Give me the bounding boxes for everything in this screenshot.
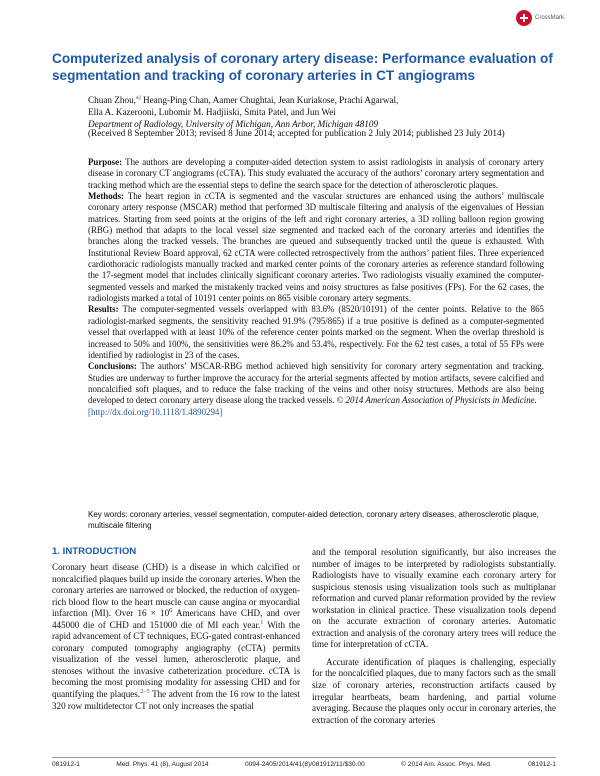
author-line-2: Ella A. Kazerooni, Lubomir M. Hadjiiski, Smita Patel, and Jun Wei xyxy=(88,107,336,118)
footer-page-id: 081912-1 xyxy=(52,761,80,768)
page-footer xyxy=(52,757,556,768)
footer-page-id-right: 081912-1 xyxy=(528,761,556,768)
abstract-purpose: Purpose: The authors are developing a computer-aided detection system to assist radiologists in analysis of coronary artery disease in coronary CT angiograms (cCTA). This study evaluated the accuracy of the authors’ coronary artery segmentation and tracking method which are the essential steps to define the search space for the detection of atherosclerotic plaques. xyxy=(88,157,544,190)
author-footnote-mark[interactable]: a) xyxy=(135,95,141,101)
right-column xyxy=(312,547,556,726)
abstract-conclusions: Conclusions: The authors’ MSCAR-RBG method achieved high sensitivity for coronary artery segmentation and tracking. Studies are underway to further improve the accuracy for the arterial segments affected by motion artifacts, severe calcified and noncalcified soft plaques, and to reduce the false tracking of the veins and other noisy structures. Methods are also being developed to detect coronary artery disease along the tracked vessels. © 2014 American Association of Physicists in Medicine. [http://dx.doi.org/10.1118/1.4890294] xyxy=(88,361,544,417)
footer-issn: 0094-2405/2014/41(8)/081912/11/$30.00 xyxy=(244,761,365,768)
doi-link[interactable]: [http://dx.doi.org/10.1118/1.4890294] xyxy=(88,406,223,417)
author-line-1: Chuan Zhou,$^{a)}$ Heang-Ping Chan, Aamer Chughtai, Jean Kuriakose, Prachi Agarwal, xyxy=(88,95,399,106)
author-block xyxy=(88,92,560,130)
affiliation: Department of Radiology, University of Michigan, Ann Arbor, Michigan 48109 xyxy=(88,119,379,130)
received-dates: (Received 8 September 2013; revised 8 June 2014; accepted for publication 2 July 2014; published 23 July 2014) xyxy=(88,128,505,138)
abstract-results: Results: The computer-segmented vessels overlapped with 83.6% (8520/10191) of the center points. Relative to the 865 radiologist-marked segments, the sensitivity reached 91.9% (795/865) if a true positive is defined as a computer-segmented vessel that overlapped with at least 10% of the reference center points marked on the segment. When the overlap threshold is increased to 50% and 100%, the sensitivities were 86.2% and 53.4%, respectively. For the 62 test cases, a total of 55 FPs were identified by radiologist in 23 of the cases. xyxy=(88,304,544,360)
footer-journal: Med. Phys. 41 (8), August 2014 xyxy=(116,761,209,768)
crossmark-label: CrossMark xyxy=(534,15,564,21)
copyright-notice: © 2014 American Association of Physicists in Medicine. xyxy=(336,395,537,406)
abstract-methods: Methods: The heart region in cCTA is segmented and the vascular structures are enhanced using the authors’ multiscale coronary artery response (MSCAR) method that performed 3D multiscale filtering and analysis of the eigenvalues of Hessian matrices. Starting from seed points at the origins of the left and right coronary arteries, a 3D rolling balloon region growing (RBG) method that adapts to the local vessel size segmented and tracked each of the coronary arteries and identifies the branches along the tracked vessels. The branches are queued and subsequently tracked until the queue is exhausted. With Institutional Review Board approval, 62 cCTA were collected retrospectively from the authors’ patient files. Three experienced cardiothoracic radiologists manually tracked and marked center points of the coronary arteries as reference standard following the 17-segment model that includes clinically significant coronary arteries. Two radiologists visually examined the computer-segmented vessels and marked the mistakenly tracked veins and noisy structures as false positives (FPs). For the 62 cases, the radiologists marked a total of 10191 center points on 865 visible coronary artery segments. xyxy=(88,191,544,304)
intro-paragraph-2: and the temporal resolution significantly, but also increases the number of images to be interpreted by radiologists substantially. Radiologists have to visually examine each coronary artery for suspicious stenosis using visualization tools such as multiplanar reformation and curved planar reformation provided by the review workstation in clinical practice. These visualization tools depend on the accurate extraction of coronary arteries. Automatic extraction and analysis of the coronary artery trees will reduce the time for interpretation of cCTA. xyxy=(312,547,556,650)
crossmark-badge[interactable] xyxy=(516,10,564,26)
paper-title: Computerized analysis of coronary artery disease: Performance evaluation of segmentation and tracking of coronary arteries in CT angiograms xyxy=(52,51,553,83)
section-heading-introduction: 1. INTRODUCTION xyxy=(52,546,137,557)
reference-link[interactable]: 2–5 xyxy=(140,687,150,695)
footer-copyright: © 2014 Am. Assoc. Phys. Med. xyxy=(401,761,492,768)
crossmark-icon xyxy=(516,10,532,26)
intro-paragraph-1: Coronary heart disease (CHD) is a disease in which calcified or noncalcified plaques build up inside the coronary arteries. When the coronary arteries are narrowed or blocked, the reduction of oxygen-rich blood flow to the heart muscle can cause angina or myocardial infarction (MI). Over $16 \times 10^6$ Americans have CHD, and over 445000 die of CHD and 151000 die of MI each year.$^1$ With the rapid advancement of CT techniques, ECG-gated contrast-enhanced coronary computed tomography angiography (cCTA) permits visualization of the vessel lumen, atherosclerotic plaque, and stenoses without the invasive catheterization procedure. cCTA is becoming the most promising modality for assessing CHD and for quantifying the plaques.$^{2-5}$ The advent from the 16 row to the latest 320 row multidetector CT not only increases the spatial xyxy=(52,562,301,711)
intro-paragraph-3: Accurate identification of plaques is challenging, especially for the noncalcified plaques, due to many factors such as the small size of coronary arteries, reconstruction artifacts caused by irregular heartbeats, beam hardening, and partial volume averaging. Because the plaques only occur in coronary arteries, the extraction of the coronary arteries xyxy=(312,656,556,725)
keywords: Key words: coronary arteries, vessel segmentation, computer-aided detection, coronary artery diseases, atherosclerotic plaque, multiscale filtering xyxy=(88,510,539,530)
reference-link[interactable]: 1 xyxy=(260,618,264,626)
left-column xyxy=(52,562,300,712)
abstract xyxy=(88,157,544,418)
